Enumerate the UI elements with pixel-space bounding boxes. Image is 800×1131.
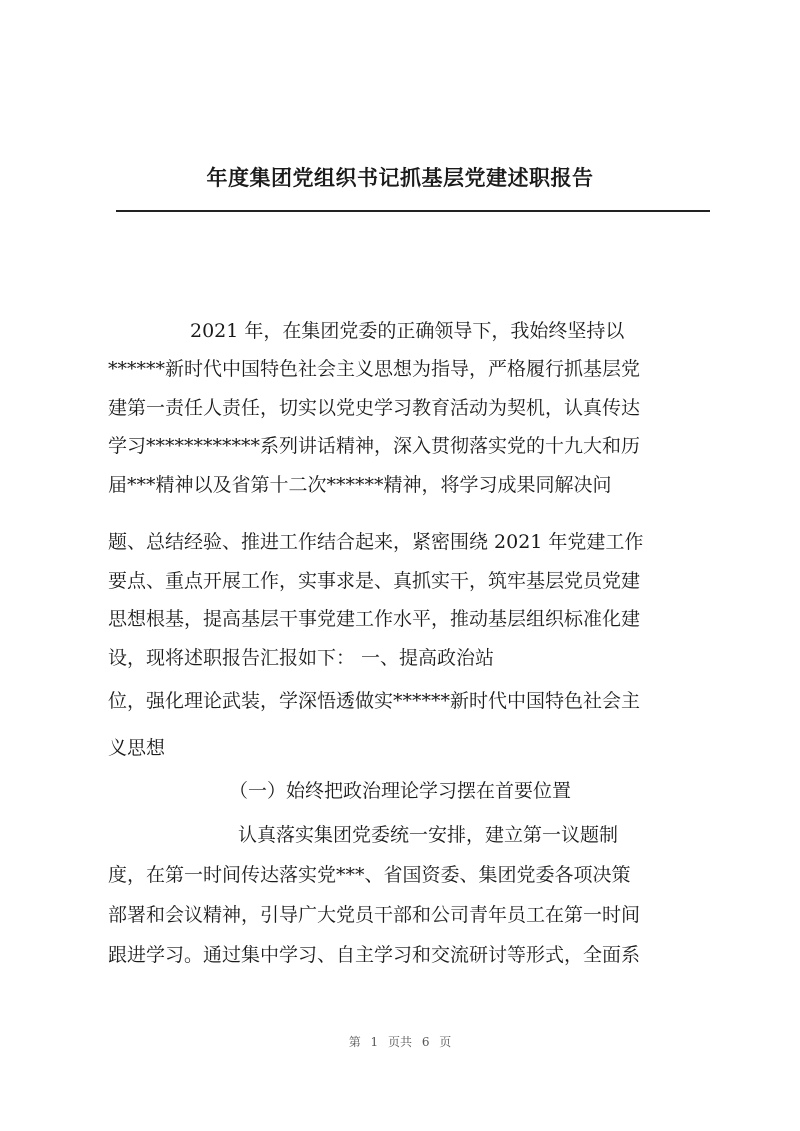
body-line: 认真落实集团党委统一安排，建立第一议题制 <box>238 824 619 846</box>
title-underline <box>116 210 710 212</box>
body-line: 度，在第一时间传达落实党***、省国资委、集团党委各项决策 <box>108 864 631 886</box>
body-line: 学习************系列讲话精神，深入贯彻落实党的十九大和历 <box>108 435 641 457</box>
body-line: 部署和会议精神，引导广大党员干部和公司青年员工在第一时间 <box>108 904 641 926</box>
section-heading: （一）始终把政治理论学习摆在首要位置 <box>228 780 571 802</box>
body-line: 题、总结经验、推进工作结合起来，紧密围绕 2021 年党建工作 <box>108 531 644 553</box>
body-line: ******新时代中国特色社会主义思想为指导，严格履行抓基层党 <box>108 358 641 380</box>
body-line: 思想根基，提高基层干事党建工作水平，推动基层组织标准化建 <box>108 608 641 630</box>
body-line: 位，强化理论武装，学深悟透做实******新时代中国特色社会主 <box>108 690 641 712</box>
body-line: 要点、重点开展工作，实事求是、真抓实干，筑牢基层党员党建 <box>108 570 641 592</box>
body-line: 建第一责任人责任，切实以党史学习教育活动为契机，认真传达 <box>108 397 641 419</box>
body-line: 跟进学习。通过集中学习、自主学习和交流研讨等形式，全面系 <box>108 944 641 966</box>
page-title: 年度集团党组织书记抓基层党建述职报告 <box>206 165 594 190</box>
body-line: 2021 年，在集团党委的正确领导下，我始终坚持以 <box>190 320 625 342</box>
body-line: 义思想 <box>108 737 166 759</box>
page-number: 第 1 页共 6 页 <box>348 1035 452 1049</box>
body-line: 届***精神以及省第十二次******精神，将学习成果同解决问 <box>108 474 612 496</box>
body-line: 设，现将述职报告汇报如下： 一、提高政治站 <box>108 647 495 669</box>
